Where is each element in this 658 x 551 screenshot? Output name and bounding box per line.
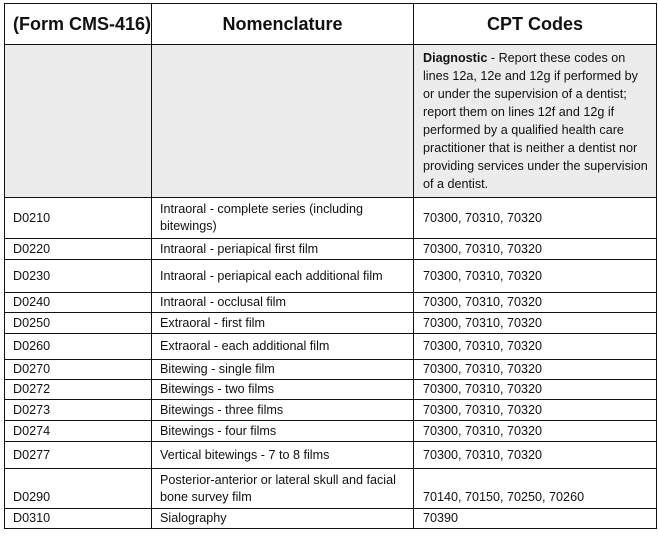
code-cell: D0220: [5, 239, 152, 260]
cpt-cell: 70300, 70310, 70320: [414, 313, 657, 334]
diagnostic-nom-cell: [152, 45, 414, 198]
cpt-cell: 70300, 70310, 70320: [414, 400, 657, 421]
cpt-cell: 70300, 70310, 70320: [414, 260, 657, 293]
table-row: [5, 442, 657, 469]
nomenclature-cell: Bitewings - two films: [152, 380, 414, 400]
code-cell: D0273: [5, 400, 152, 421]
table-row: [5, 313, 657, 334]
code-cell: D0270: [5, 360, 152, 380]
cpt-cell: 70300, 70310, 70320: [414, 360, 657, 380]
nomenclature-cell: Posterior-anterior or lateral skull and facial bone survey film: [152, 469, 414, 509]
nomenclature-cell: Intraoral - complete series (including bitewings): [152, 198, 414, 239]
table-row: [5, 198, 657, 239]
code-cell: D0210: [5, 198, 152, 239]
diagnostic-code-cell: [5, 45, 152, 198]
table-row: [5, 334, 657, 360]
code-cell: D0230: [5, 260, 152, 293]
table-row: [5, 380, 657, 400]
code-cell: D0274: [5, 421, 152, 442]
nomenclature-cell: Intraoral - occlusal film: [152, 293, 414, 313]
table-row: [5, 260, 657, 293]
nomenclature-cell: Extraoral - first film: [152, 313, 414, 334]
diagnostic-note: [414, 45, 657, 198]
table-row: [5, 421, 657, 442]
cpt-code-table: [4, 3, 657, 529]
nomenclature-cell: Extraoral - each additional film: [152, 334, 414, 360]
cpt-cell: 70300, 70310, 70320: [414, 380, 657, 400]
nomenclature-cell: Intraoral - periapical first film: [152, 239, 414, 260]
cpt-cell: 70140, 70150, 70250, 70260: [414, 469, 657, 509]
nomenclature-cell: Sialography: [152, 509, 414, 529]
code-cell: D0310: [5, 509, 152, 529]
diagnostic-text: - Report these codes on lines 12a, 12e and 12g if performed by or under the supervision of a dentist; report them on lines 12f and 12g if performed by a qualified health care practitioner that is neither a dentist nor providing services under the supervision of a dentist.: [423, 51, 648, 191]
cpt-cell: 70300, 70310, 70320: [414, 198, 657, 239]
cpt-cell: 70300, 70310, 70320: [414, 442, 657, 469]
cpt-cell: 70300, 70310, 70320: [414, 293, 657, 313]
cpt-cell: 70300, 70310, 70320: [414, 334, 657, 360]
header-nomenclature: Nomenclature: [152, 4, 414, 45]
code-cell: D0240: [5, 293, 152, 313]
table-row: [5, 360, 657, 380]
code-cell: D0277: [5, 442, 152, 469]
header-cpt-codes: CPT Codes: [414, 4, 657, 45]
diagnostic-label: Diagnostic: [423, 51, 488, 65]
table-row: [5, 293, 657, 313]
nomenclature-cell: Bitewing - single film: [152, 360, 414, 380]
nomenclature-cell: Vertical bitewings - 7 to 8 films: [152, 442, 414, 469]
code-cell: D0290: [5, 469, 152, 509]
diagnostic-row: [5, 45, 657, 198]
header-row: [5, 4, 657, 45]
nomenclature-cell: Bitewings - four films: [152, 421, 414, 442]
nomenclature-cell: Intraoral - periapical each additional film: [152, 260, 414, 293]
code-cell: D0250: [5, 313, 152, 334]
table-row: [5, 400, 657, 421]
cpt-cell: 70300, 70310, 70320: [414, 421, 657, 442]
nomenclature-cell: Bitewings - three films: [152, 400, 414, 421]
header-form: (Form CMS-416): [5, 4, 152, 45]
code-cell: D0260: [5, 334, 152, 360]
code-cell: D0272: [5, 380, 152, 400]
table-row: [5, 469, 657, 509]
cpt-cell: 70300, 70310, 70320: [414, 239, 657, 260]
table-row: [5, 509, 657, 529]
table-row: [5, 239, 657, 260]
cpt-cell: 70390: [414, 509, 657, 529]
